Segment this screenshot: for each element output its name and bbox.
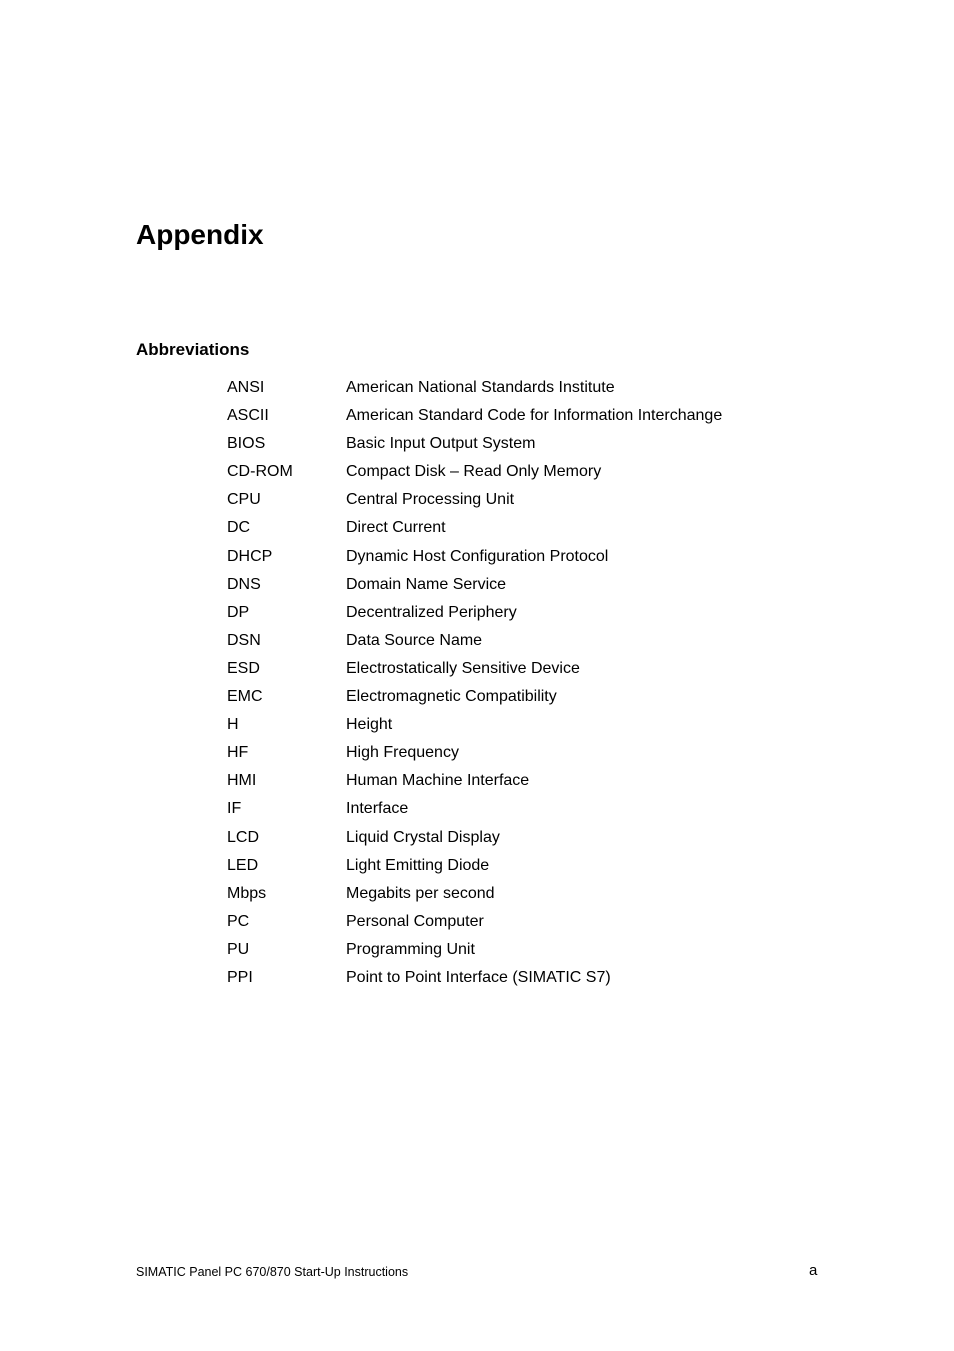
abbreviation-definition: Direct Current: [346, 519, 446, 537]
abbreviation-definition: High Frequency: [346, 744, 459, 762]
abbreviation-row: [227, 517, 722, 545]
abbreviation-definition: Personal Computer: [346, 912, 484, 930]
abbreviation-row: [227, 742, 722, 770]
abbreviation-term: HMI: [227, 772, 257, 790]
abbreviation-definition: Basic Input Output System: [346, 435, 536, 453]
abbreviation-definition: Liquid Crystal Display: [346, 828, 500, 846]
abbreviation-row: [227, 546, 722, 574]
abbreviation-definition: Compact Disk – Read Only Memory: [346, 463, 602, 481]
abbreviation-row: [227, 827, 722, 855]
abbreviation-definition: Human Machine Interface: [346, 772, 530, 790]
abbreviation-definition: Point to Point Interface (SIMATIC S7): [346, 968, 611, 986]
abbreviation-row: [227, 855, 722, 883]
abbreviation-definition: Programming Unit: [346, 940, 475, 958]
abbreviation-term: CPU: [227, 491, 261, 509]
abbreviation-term: LED: [227, 856, 259, 874]
abbreviation-row: [227, 630, 722, 658]
footer-document-name: SIMATIC Panel PC 670/870 Start-Up Instructions: [136, 1265, 409, 1279]
abbreviation-row: [227, 967, 722, 995]
footer-page-number: a: [809, 1262, 818, 1279]
abbreviation-term: IF: [227, 800, 242, 818]
abbreviation-definition: Dynamic Host Configuration Protocol: [346, 547, 609, 565]
abbreviation-row: [227, 798, 722, 826]
abbreviation-term: H: [227, 716, 239, 734]
abbreviation-term: ASCII: [227, 407, 269, 425]
abbreviation-term: ANSI: [227, 379, 265, 396]
abbreviation-list: [227, 377, 722, 995]
abbreviation-definition: American Standard Code for Information Interchange: [346, 407, 723, 425]
abbreviation-term: DSN: [227, 631, 261, 649]
abbreviation-term: DNS: [227, 575, 261, 593]
abbreviation-term: DP: [227, 603, 250, 621]
abbreviation-row: [227, 377, 722, 405]
chapter-title: Appendix: [136, 219, 264, 250]
abbreviation-row: [227, 405, 722, 433]
abbreviation-definition: Decentralized Periphery: [346, 603, 517, 621]
abbreviation-row: [227, 714, 722, 742]
abbreviation-definition: Electrostatically Sensitive Device: [346, 659, 580, 677]
abbreviation-row: [227, 883, 722, 911]
abbreviation-definition: Interface: [346, 800, 409, 818]
abbreviation-term: DC: [227, 519, 251, 537]
abbreviation-row: [227, 770, 722, 798]
abbreviation-row: [227, 602, 722, 630]
abbreviation-definition: Megabits per second: [346, 884, 495, 902]
abbreviation-definition: Domain Name Service: [346, 575, 507, 593]
abbreviation-term: HF: [227, 744, 249, 762]
abbreviation-term: DHCP: [227, 547, 273, 565]
section-title: Abbreviations: [136, 340, 250, 359]
abbreviation-term: PC: [227, 912, 250, 930]
abbreviation-definition: Height: [346, 716, 393, 734]
abbreviation-term: LCD: [227, 828, 260, 846]
abbreviation-row: [227, 686, 722, 714]
abbreviation-definition: Electromagnetic Compatibility: [346, 688, 557, 706]
abbreviation-term: EMC: [227, 688, 263, 706]
abbreviation-row: [227, 911, 722, 939]
abbreviation-row: [227, 658, 722, 686]
abbreviation-term: PU: [227, 940, 250, 958]
abbreviation-row: [227, 433, 722, 461]
abbreviation-term: Mbps: [227, 884, 267, 902]
abbreviation-term: BIOS: [227, 435, 266, 453]
abbreviation-term: ESD: [227, 659, 260, 677]
abbreviation-definition: Light Emitting Diode: [346, 856, 490, 874]
abbreviation-row: [227, 574, 722, 602]
abbreviation-row: [227, 939, 722, 967]
abbreviation-term: PPI: [227, 968, 253, 986]
abbreviation-definition: American National Standards Institute: [346, 379, 615, 396]
abbreviation-term: CD-ROM: [227, 463, 293, 481]
abbreviation-definition: Data Source Name: [346, 631, 483, 649]
abbreviation-row: [227, 461, 722, 489]
abbreviation-definition: Central Processing Unit: [346, 491, 515, 509]
abbreviation-row: [227, 489, 722, 517]
